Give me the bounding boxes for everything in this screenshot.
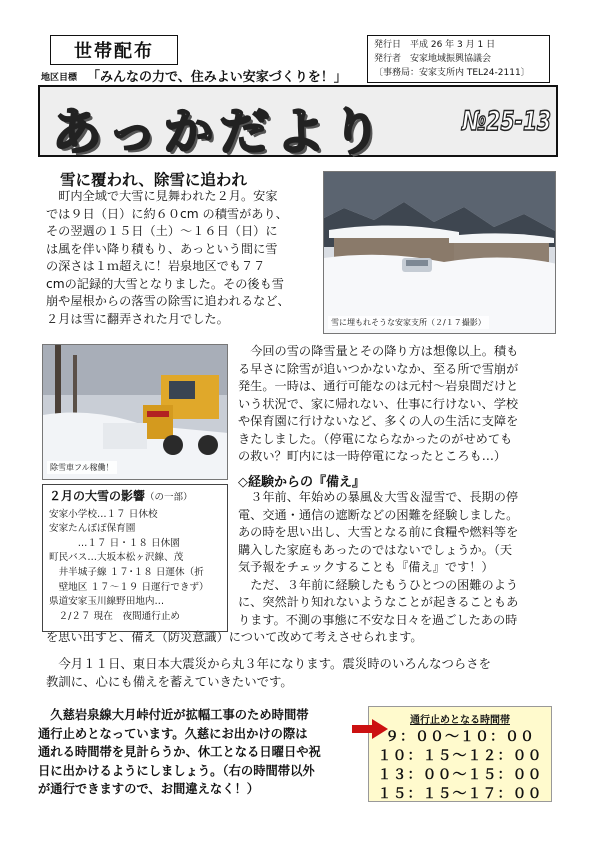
snowplow-caption: 除雪車フル稼働！ [47, 461, 117, 474]
impact-item: 井半城子線 １７･１８ 日運休（折 [49, 566, 204, 578]
body-line: いう状況で、家に帰れない、仕事に行けない、学校 [238, 396, 519, 411]
distribution-label: 世帯配布 [50, 35, 178, 65]
preparedness-line: あの時を思い出し、大雪となる前に食糧や燃料等を [238, 525, 519, 539]
body-line: 今回の雪の降雪量とその降り方は想像以上。積も [250, 344, 519, 358]
intro-line: cmの記録的大雪となりました。その後も雪 [46, 276, 284, 291]
intro-line: その翌週の１５日（土）〜１６日（日）に [46, 224, 278, 238]
snowplow-photo [42, 344, 228, 480]
impact-item: 県道安家玉川線野田地内… [49, 596, 165, 608]
date-label: 発行日 [374, 40, 402, 50]
body-line: る早さに除雪が追いつかないなか、至る所で雪崩が [238, 361, 519, 376]
closing-paragraph [46, 655, 556, 690]
branch-photo-caption: 雪に埋もれそうな安家支所（２/１７撮影） [328, 316, 489, 329]
intro-line: 崩や屋根からの落雪の除雪に追われるなど、 [46, 294, 290, 308]
arrow-right-icon [352, 719, 388, 739]
snow-impact-box [42, 484, 228, 632]
preparedness-heading: ◇経験からの『備え』 [238, 475, 365, 490]
district-goal-label: 地区目標 [41, 73, 78, 83]
intro-line: ２月は雪に翻弄された月でした。 [46, 311, 229, 326]
impact-item: ２/２７ 現在 夜間通行止め [49, 610, 181, 622]
impact-title-text: ２月の大雪の影響 [49, 489, 146, 503]
intro-line: 町内全域で大雪に見舞われた２月。安家 [58, 189, 278, 203]
impact-item: 町民バス…大坂本松ヶ沢線、茂 [49, 552, 184, 564]
body-line: きたしました。（停電にならなかったのがせめても [238, 431, 513, 446]
notice-line: 久慈岩泉線大月峠付近が拡幅工事のため時間帯 [50, 708, 309, 722]
preparedness-line: ３年前、年始めの暴風＆大雪＆湿雪で、長期の停 [250, 490, 519, 504]
notice-line: 通れる時間帯を見計らうか、休工となる日曜日や祝 [38, 745, 321, 760]
newsletter-title: あっかだより [52, 103, 388, 161]
body-line: 発生。一時は、通行可能なのは元村〜岩泉間だけと [238, 379, 519, 393]
article-heading: 雪に覆われ、除雪に追われ [60, 171, 247, 189]
snow-scene-illustration [324, 172, 556, 334]
intro-line: の深さは１ｍ超えに！岩泉地区でも７７ [46, 259, 266, 273]
impact-item: …１７ 日・１８ 日休園 [49, 537, 180, 549]
impact-item: 安家たんぽぽ保育園 [49, 523, 136, 535]
publisher-label: 発行者 [374, 54, 402, 64]
preparedness-line: 購入した家庭もあったのではないでしょうか。（天 [238, 542, 513, 557]
impact-item: 安家小学校…１７ 日休校 [49, 508, 158, 520]
intro-line: では９日（日）に約６０cm の積雪があり、 [46, 206, 288, 221]
office-contact: 〔事務局：安家支所内 TEL24-2111〕 [374, 68, 530, 78]
closing-line: 今月１１日、東日本大震災から丸３年になります。震災時のいろんなつらさを [58, 656, 492, 671]
closing-line: 教訓に、心にも備えを蓄えていきたいです。 [46, 673, 293, 689]
impact-item: 壁地区 １７〜１９ 日運行できず） [49, 581, 209, 593]
snowplow-illustration [43, 345, 228, 480]
publisher: 安家地域振興協議会 [410, 54, 492, 64]
impact-title [49, 489, 221, 506]
impact-title-note: （の一部） [145, 492, 193, 503]
branch-office-photo [323, 171, 556, 334]
preparedness-line: ただ、３年前に経験したもうひとつの困難のよう [250, 577, 519, 592]
closure-time-heading: 通行止めとなる時間帯 [410, 715, 510, 726]
closure-time-slot: １０：１５〜１２：００ [377, 748, 543, 764]
closure-time-box [368, 706, 552, 802]
intro-paragraph [46, 188, 321, 328]
closure-time-slot: １５：１５〜１７：００ [377, 786, 543, 802]
publication-info [367, 35, 550, 83]
closure-time-slot: １３：００〜１５：００ [377, 767, 543, 783]
intro-line: は風を伴い降り積もり、あっという間に雪 [46, 241, 278, 256]
issue-number: №25-13 [462, 106, 552, 137]
closure-time-slot: ９：００〜１０：００ [385, 729, 535, 745]
preparedness-line: に、突然計り知れないようなことが起きることもあ [238, 595, 519, 609]
body-paragraph [238, 343, 556, 466]
preparedness-last-line: を思い出すと、備え（防災意識）について改めて考えさせられます。 [46, 630, 423, 644]
preparedness-line: 気予報をチェックすることも『備え』です！） [238, 560, 494, 574]
body-line: や保育園に行けないなど、多くの人の生活に支障を [238, 414, 519, 428]
publish-date: 平成 26 年 3 月 1 日 [410, 40, 496, 50]
preparedness-line: 電、交通・通信の遮断などの困難を経験しました。 [238, 507, 519, 522]
district-goal: 「みんなの力で、住みよい安家づくりを！」 [87, 70, 347, 85]
body-line: の救い？町内には一時停電になったところも…） [238, 449, 507, 463]
road-closure-notice [38, 706, 364, 799]
preparedness-paragraph [238, 489, 556, 629]
notice-line: 通行止めとなっています。久慈にお出かけの際は [38, 726, 308, 741]
preparedness-line: ります。不測の事態に不安な日々を過ごしたあの時 [238, 612, 518, 627]
notice-line: 日に出かけるようにしましょう。（右の時間帯以外 [38, 763, 315, 778]
notice-line: が通行できますので、お間違えなく！） [38, 782, 260, 797]
